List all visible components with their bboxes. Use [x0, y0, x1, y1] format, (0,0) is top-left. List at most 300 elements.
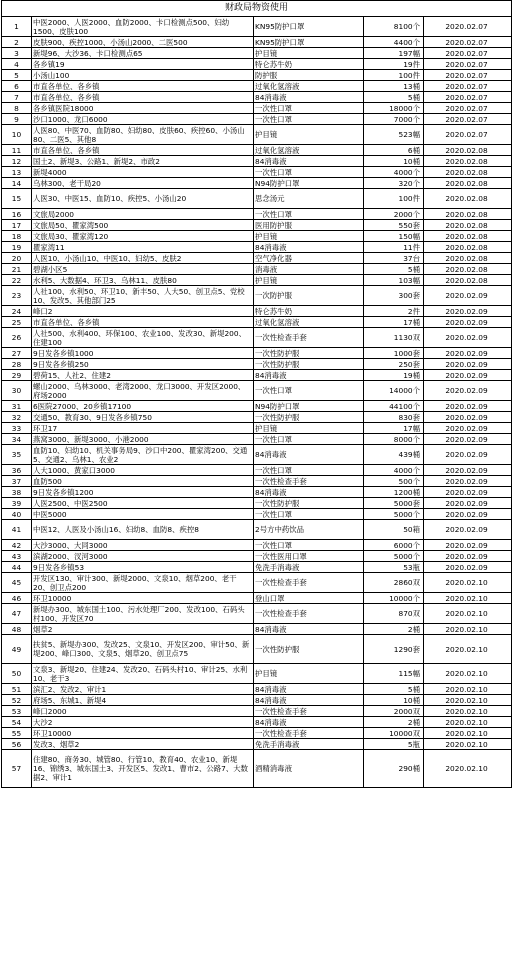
row-recipients: 中医12、人医及小汤山16、妇幼8、血防8、疾控8 [32, 520, 254, 540]
row-item: 过氧化氢溶液 [254, 317, 364, 328]
row-date: 2020.02.08 [424, 145, 512, 156]
row-recipients: 市直各单位、各乡镇 [32, 317, 254, 328]
row-number: 19 [2, 242, 32, 253]
table-row [2, 103, 512, 114]
row-recipients: 人社100、水利50、环卫10、新丰50、人大50、创卫点5、党校10、发改5、其他部门25 [32, 286, 254, 306]
table-row [2, 401, 512, 412]
row-date: 2020.02.08 [424, 253, 512, 264]
row-quantity: 5桶 [364, 92, 424, 103]
row-item: 84消毒液 [254, 624, 364, 635]
row-quantity: 4000个 [364, 167, 424, 178]
row-recipients: 碧荷15、人社2、住建2 [32, 370, 254, 381]
row-quantity: 19桶 [364, 370, 424, 381]
row-number: 35 [2, 445, 32, 465]
row-recipients: 碧湖小区5 [32, 264, 254, 275]
materials-table [1, 0, 512, 788]
table-title: 财政局物资使用 [2, 1, 512, 17]
row-item: 一次性口罩 [254, 381, 364, 401]
row-recipients: 发改3、烟草2 [32, 739, 254, 750]
row-recipients: 皮肤900、疾控1000、小汤山2000、二医500 [32, 37, 254, 48]
row-date: 2020.02.07 [424, 103, 512, 114]
row-date: 2020.02.07 [424, 48, 512, 59]
row-quantity: 4000个 [364, 465, 424, 476]
row-date: 2020.02.10 [424, 728, 512, 739]
row-date: 2020.02.09 [424, 370, 512, 381]
row-item: 酒精消毒液 [254, 750, 364, 788]
row-quantity: 37台 [364, 253, 424, 264]
row-recipients: 环卫10000 [32, 728, 254, 739]
row-quantity: 100件 [364, 70, 424, 81]
row-date: 2020.02.10 [424, 573, 512, 593]
row-item: 一次性检查手套 [254, 328, 364, 348]
row-quantity: 4400个 [364, 37, 424, 48]
row-item: 护目镜 [254, 275, 364, 286]
row-item: 过氧化氢溶液 [254, 145, 364, 156]
row-number: 29 [2, 370, 32, 381]
table-row [2, 242, 512, 253]
row-item: KN95防护口罩 [254, 37, 364, 48]
table-row [2, 381, 512, 401]
row-number: 57 [2, 750, 32, 788]
row-date: 2020.02.09 [424, 434, 512, 445]
row-quantity: 10000个 [364, 593, 424, 604]
row-quantity: 2桶 [364, 717, 424, 728]
row-recipients: 环卫17 [32, 423, 254, 434]
row-item: 护目镜 [254, 125, 364, 145]
row-number: 1 [2, 17, 32, 37]
table-row [2, 487, 512, 498]
row-date: 2020.02.09 [424, 551, 512, 562]
row-number: 18 [2, 231, 32, 242]
row-recipients: 新堤96、大沙36、卡口检测点65 [32, 48, 254, 59]
row-quantity: 13桶 [364, 81, 424, 92]
row-item: 一次性检查手套 [254, 604, 364, 624]
row-date: 2020.02.09 [424, 381, 512, 401]
row-date: 2020.02.09 [424, 401, 512, 412]
row-quantity: 5桶 [364, 684, 424, 695]
row-quantity: 17幅 [364, 423, 424, 434]
table-row [2, 264, 512, 275]
row-quantity: 1290套 [364, 635, 424, 664]
row-number: 50 [2, 664, 32, 684]
row-item: 护目镜 [254, 423, 364, 434]
table-row [2, 37, 512, 48]
row-recipients: 峰口2 [32, 306, 254, 317]
row-item: 84消毒液 [254, 445, 364, 465]
row-date: 2020.02.10 [424, 706, 512, 717]
row-item: 一次性检查手套 [254, 573, 364, 593]
row-number: 24 [2, 306, 32, 317]
row-item: 特仑苏牛奶 [254, 306, 364, 317]
row-number: 17 [2, 220, 32, 231]
row-date: 2020.02.07 [424, 114, 512, 125]
table-row [2, 306, 512, 317]
row-quantity: 5000个 [364, 551, 424, 562]
row-quantity: 8100个 [364, 17, 424, 37]
table-row [2, 593, 512, 604]
row-number: 34 [2, 434, 32, 445]
row-number: 7 [2, 92, 32, 103]
row-quantity: 2860双 [364, 573, 424, 593]
table-row [2, 189, 512, 209]
row-item: 一次性检查手套 [254, 476, 364, 487]
row-date: 2020.02.10 [424, 635, 512, 664]
row-number: 13 [2, 167, 32, 178]
row-quantity: 8000个 [364, 434, 424, 445]
row-recipients: 9日发各乡镇53 [32, 562, 254, 573]
row-number: 32 [2, 412, 32, 423]
row-date: 2020.02.09 [424, 498, 512, 509]
table-row [2, 498, 512, 509]
row-item: N94防护口罩 [254, 178, 364, 189]
row-quantity: 250套 [364, 359, 424, 370]
row-item: 一次性口罩 [254, 167, 364, 178]
row-recipients: 各乡镇医院18000 [32, 103, 254, 114]
row-item: 一次性口罩 [254, 209, 364, 220]
row-date: 2020.02.08 [424, 275, 512, 286]
row-item: 84消毒液 [254, 370, 364, 381]
row-recipients: 市直各单位、各乡镇 [32, 92, 254, 103]
table-row [2, 114, 512, 125]
row-number: 10 [2, 125, 32, 145]
row-number: 15 [2, 189, 32, 209]
row-quantity: 2000双 [364, 706, 424, 717]
row-date: 2020.02.10 [424, 717, 512, 728]
table-row [2, 81, 512, 92]
row-number: 3 [2, 48, 32, 59]
row-number: 47 [2, 604, 32, 624]
row-date: 2020.02.09 [424, 487, 512, 498]
row-number: 22 [2, 275, 32, 286]
row-number: 16 [2, 209, 32, 220]
row-recipients: 血防500 [32, 476, 254, 487]
row-recipients: 燕窝3000、新堤3000、小港2000 [32, 434, 254, 445]
row-date: 2020.02.08 [424, 189, 512, 209]
row-recipients: 府场5、东城1、新堤4 [32, 695, 254, 706]
row-date: 2020.02.09 [424, 412, 512, 423]
row-number: 26 [2, 328, 32, 348]
row-quantity: 115幅 [364, 664, 424, 684]
row-item: 护目镜 [254, 231, 364, 242]
row-quantity: 14000个 [364, 381, 424, 401]
row-recipients: 文旅局50、瞿家湾500 [32, 220, 254, 231]
row-item: 护目镜 [254, 664, 364, 684]
row-recipients: 中医5000 [32, 509, 254, 520]
row-number: 4 [2, 59, 32, 70]
row-item: 一次性检查手套 [254, 706, 364, 717]
row-number: 36 [2, 465, 32, 476]
row-recipients: 环卫10000 [32, 593, 254, 604]
row-number: 21 [2, 264, 32, 275]
table-row [2, 370, 512, 381]
row-recipients: 6医院27000、20乡镇17100 [32, 401, 254, 412]
table-row [2, 476, 512, 487]
table-row [2, 604, 512, 624]
row-date: 2020.02.08 [424, 264, 512, 275]
row-item: 免洗手消毒液 [254, 739, 364, 750]
row-recipients: 峰口2000 [32, 706, 254, 717]
row-quantity: 1200桶 [364, 487, 424, 498]
row-quantity: 18000个 [364, 103, 424, 114]
row-number: 12 [2, 156, 32, 167]
row-date: 2020.02.10 [424, 695, 512, 706]
row-date: 2020.02.09 [424, 562, 512, 573]
row-number: 43 [2, 551, 32, 562]
table-row [2, 275, 512, 286]
row-date: 2020.02.10 [424, 624, 512, 635]
table-row [2, 92, 512, 103]
row-recipients: 瞿家湾11 [32, 242, 254, 253]
row-recipients: 滨汇2、发改2、审计1 [32, 684, 254, 695]
title-row [2, 1, 512, 17]
row-quantity: 197幅 [364, 48, 424, 59]
row-item: 特仑苏牛奶 [254, 59, 364, 70]
row-quantity: 19件 [364, 59, 424, 70]
row-number: 8 [2, 103, 32, 114]
row-date: 2020.02.07 [424, 125, 512, 145]
row-quantity: 100件 [364, 189, 424, 209]
table-body [2, 1, 512, 788]
row-quantity: 50箱 [364, 520, 424, 540]
row-recipients: 交通50、教育30、9日发各乡镇750 [32, 412, 254, 423]
row-recipients: 大沙2 [32, 717, 254, 728]
row-item: 一次性防护服 [254, 412, 364, 423]
row-quantity: 103幅 [364, 275, 424, 286]
table-row [2, 635, 512, 664]
row-recipients: 扶贫5、新堤办300、发改25、文泉10、开发区200、审计50、新堤200、峰口300、文泉5、烟草20、创卫点75 [32, 635, 254, 664]
row-item: 登山口罩 [254, 593, 364, 604]
row-item: 消毒液 [254, 264, 364, 275]
row-date: 2020.02.09 [424, 540, 512, 551]
row-recipients: 滨湖2000、汊河3000 [32, 551, 254, 562]
row-recipients: 新堤办300、城东国土100、污水处理厂200、发改100、石码头村100、开发区70 [32, 604, 254, 624]
row-number: 14 [2, 178, 32, 189]
row-item: 2号方中药饮品 [254, 520, 364, 540]
row-recipients: 9日发各乡镇1000 [32, 348, 254, 359]
row-date: 2020.02.08 [424, 220, 512, 231]
row-item: 84消毒液 [254, 717, 364, 728]
row-recipients: 新堤4000 [32, 167, 254, 178]
row-number: 6 [2, 81, 32, 92]
table-row [2, 253, 512, 264]
table-row [2, 328, 512, 348]
table-row [2, 551, 512, 562]
table-row [2, 220, 512, 231]
row-date: 2020.02.09 [424, 359, 512, 370]
row-recipients: 大沙3000、大同3000 [32, 540, 254, 551]
table-row [2, 540, 512, 551]
row-number: 41 [2, 520, 32, 540]
row-recipients: 螺山2000、乌林3000、老湾2000、龙口3000、开发区2000、府场2000 [32, 381, 254, 401]
row-date: 2020.02.09 [424, 348, 512, 359]
row-number: 11 [2, 145, 32, 156]
table-row [2, 359, 512, 370]
row-quantity: 523幅 [364, 125, 424, 145]
row-item: 84消毒液 [254, 487, 364, 498]
row-item: 84消毒液 [254, 684, 364, 695]
row-quantity: 17桶 [364, 317, 424, 328]
row-item: 一次性口罩 [254, 103, 364, 114]
table-row [2, 684, 512, 695]
row-recipients: 国土2、新堤3、公路1、新堤2、市政2 [32, 156, 254, 167]
row-recipients: 血防10、妇幼10、机关事务局9、沙口中200、瞿家湾200、交通5、交通2、乌林1、农业2 [32, 445, 254, 465]
row-recipients: 人大1000、黄家口3000 [32, 465, 254, 476]
row-recipients: 住建80、商务30、城管80、行管10、教育40、农业10、新堤16、锦绣3、城东国土3、开发区5、发改1、曹市2、公路7、大数据2、审计1 [32, 750, 254, 788]
row-number: 42 [2, 540, 32, 551]
table-row [2, 739, 512, 750]
row-date: 2020.02.09 [424, 445, 512, 465]
row-number: 51 [2, 684, 32, 695]
row-number: 40 [2, 509, 32, 520]
row-quantity: 5瓶 [364, 739, 424, 750]
row-item: 护目镜 [254, 48, 364, 59]
row-recipients: 文旅局2000 [32, 209, 254, 220]
table-row [2, 717, 512, 728]
row-number: 25 [2, 317, 32, 328]
table-row [2, 728, 512, 739]
table-row [2, 624, 512, 635]
row-date: 2020.02.08 [424, 242, 512, 253]
row-date: 2020.02.09 [424, 328, 512, 348]
row-number: 9 [2, 114, 32, 125]
row-date: 2020.02.10 [424, 739, 512, 750]
table-row [2, 125, 512, 145]
row-date: 2020.02.10 [424, 593, 512, 604]
row-recipients: 各乡镇19 [32, 59, 254, 70]
row-item: 过氧化氢溶液 [254, 81, 364, 92]
row-quantity: 53瓶 [364, 562, 424, 573]
table-row [2, 70, 512, 81]
row-quantity: 300套 [364, 286, 424, 306]
row-recipients: 中医2000、人医2000、血防2000、卡口检测点500、妇幼1500、皮肤100 [32, 17, 254, 37]
row-date: 2020.02.07 [424, 37, 512, 48]
table-row [2, 59, 512, 70]
row-quantity: 5000套 [364, 498, 424, 509]
row-quantity: 2桶 [364, 624, 424, 635]
row-number: 39 [2, 498, 32, 509]
row-quantity: 2000个 [364, 209, 424, 220]
table-row [2, 695, 512, 706]
row-number: 48 [2, 624, 32, 635]
row-number: 23 [2, 286, 32, 306]
table-row [2, 178, 512, 189]
row-recipients: 开发区130、审计300、新堤2000、文泉10、烟草200、老干20、创卫点200 [32, 573, 254, 593]
row-number: 56 [2, 739, 32, 750]
row-date: 2020.02.09 [424, 423, 512, 434]
row-number: 28 [2, 359, 32, 370]
table-row [2, 348, 512, 359]
row-number: 31 [2, 401, 32, 412]
table-row [2, 509, 512, 520]
row-quantity: 1130双 [364, 328, 424, 348]
row-item: 一次性口罩 [254, 465, 364, 476]
row-quantity: 150幅 [364, 231, 424, 242]
row-number: 52 [2, 695, 32, 706]
row-quantity: 6000个 [364, 540, 424, 551]
row-recipients: 乌林300、老干局20 [32, 178, 254, 189]
row-item: 一次性医用口罩 [254, 551, 364, 562]
row-item: 一次性检查手套 [254, 728, 364, 739]
row-quantity: 10000双 [364, 728, 424, 739]
row-date: 2020.02.09 [424, 476, 512, 487]
row-quantity: 290桶 [364, 750, 424, 788]
row-item: 一次性口罩 [254, 114, 364, 125]
row-item: 一次性防护服 [254, 348, 364, 359]
table-row [2, 209, 512, 220]
row-recipients: 市直各单位、各乡镇 [32, 145, 254, 156]
table-row [2, 520, 512, 540]
row-number: 45 [2, 573, 32, 593]
row-date: 2020.02.07 [424, 70, 512, 81]
row-number: 53 [2, 706, 32, 717]
row-item: 一次性口罩 [254, 434, 364, 445]
row-quantity: 11件 [364, 242, 424, 253]
row-item: 防护服 [254, 70, 364, 81]
row-item: 84消毒液 [254, 695, 364, 706]
row-item: 思念汤元 [254, 189, 364, 209]
table-row [2, 317, 512, 328]
row-quantity: 5000个 [364, 509, 424, 520]
row-date: 2020.02.08 [424, 178, 512, 189]
table-row [2, 573, 512, 593]
row-number: 37 [2, 476, 32, 487]
row-quantity: 870双 [364, 604, 424, 624]
row-date: 2020.02.08 [424, 231, 512, 242]
row-date: 2020.02.09 [424, 520, 512, 540]
row-item: 一次性防护服 [254, 498, 364, 509]
row-number: 55 [2, 728, 32, 739]
row-item: 空气净化器 [254, 253, 364, 264]
row-recipients: 9日发各乡镇250 [32, 359, 254, 370]
row-item: 一次防护服 [254, 286, 364, 306]
row-date: 2020.02.08 [424, 156, 512, 167]
row-quantity: 320个 [364, 178, 424, 189]
row-item: 84消毒液 [254, 156, 364, 167]
row-date: 2020.02.10 [424, 664, 512, 684]
row-number: 20 [2, 253, 32, 264]
row-recipients: 人社500、水利400、环保100、农业100、发改30、新堤200、住建100 [32, 328, 254, 348]
row-quantity: 7000个 [364, 114, 424, 125]
row-recipients: 小汤山100 [32, 70, 254, 81]
table-row [2, 17, 512, 37]
row-quantity: 44100个 [364, 401, 424, 412]
row-number: 54 [2, 717, 32, 728]
row-item: 一次性防护服 [254, 635, 364, 664]
table-row [2, 706, 512, 717]
row-quantity: 500个 [364, 476, 424, 487]
row-recipients: 水利5、大数据4、环卫3、乌林11、皮肤80 [32, 275, 254, 286]
row-date: 2020.02.07 [424, 17, 512, 37]
table-row [2, 48, 512, 59]
row-recipients: 人医30、中医15、血防10、疾控5、小汤山20 [32, 189, 254, 209]
row-quantity: 6桶 [364, 145, 424, 156]
table-row [2, 562, 512, 573]
row-date: 2020.02.07 [424, 92, 512, 103]
row-item: KN95防护口罩 [254, 17, 364, 37]
row-date: 2020.02.07 [424, 81, 512, 92]
row-quantity: 550套 [364, 220, 424, 231]
row-date: 2020.02.08 [424, 167, 512, 178]
row-date: 2020.02.10 [424, 604, 512, 624]
table-row [2, 465, 512, 476]
row-item: 一次性口罩 [254, 509, 364, 520]
row-number: 27 [2, 348, 32, 359]
row-recipients: 文旅局30、瞿家湾120 [32, 231, 254, 242]
row-item: 84消毒液 [254, 242, 364, 253]
row-item: 免洗手消毒液 [254, 562, 364, 573]
row-date: 2020.02.09 [424, 465, 512, 476]
row-recipients: 人医10、小汤山10、中医10、妇幼5、皮肤2 [32, 253, 254, 264]
